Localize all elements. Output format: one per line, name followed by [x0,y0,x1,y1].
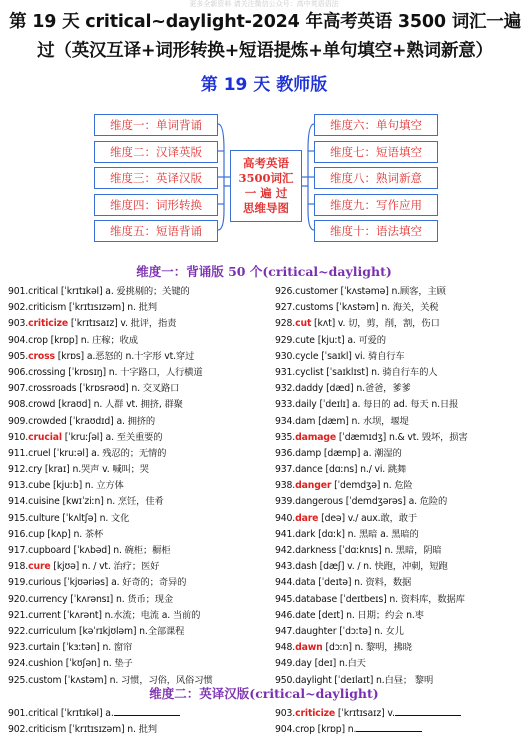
vocab-word: cycle [295,350,319,362]
vocab-word: crossroads [28,383,77,395]
mindmap-center-line-4: 思维导图 [243,201,289,215]
vocab-definition: n. 碗柜；橱柜 [110,545,171,556]
vocab-phonetic: [dɑːk] [315,528,345,540]
vocab-item [275,624,528,640]
vocab-word: crop [28,334,48,346]
vocab-number: 921. [8,609,29,621]
vocab-definition: n.哭声 v. 喊叫；哭 [69,464,149,476]
vocab-word: crucial [28,431,62,443]
vocab-phonetic: [ˈkʌstəm] [333,302,379,314]
vocab-word: day [295,658,312,670]
vocab-item [8,397,270,413]
vocab-word: daughter [295,625,337,637]
vocab-definition: n. 交叉路口 [128,383,180,395]
vocab-word: cry [28,464,43,476]
vocab-item [8,365,270,381]
vocab-phonetic: [kraʊd] [55,399,91,411]
vocab-phonetic: [ˈsaɪkl] [318,350,352,362]
vocab-number: 918. [8,561,29,573]
vocab-definition: v. 切，剪，削，割，伤口 [335,318,440,330]
vocab-definition: n.白昼； 黎明 [373,674,434,686]
mindmap-right-5: 维度十：语法填空 [314,220,438,242]
vocab-item [275,381,528,397]
vocab-word: crossing [28,366,66,378]
mindmap-right-2: 维度七：短语填空 [314,141,438,163]
vocab-word: database [295,593,338,605]
vocab-item [275,706,528,722]
vocab-word: cross [28,350,55,362]
vocab-definition: a. 可爱的 [344,334,386,346]
vocab-number: 929. [275,334,296,346]
vocab-definition: n. 黎明，拂晓 [351,642,412,654]
vocab-definition: a. 潮湿的 [360,447,402,459]
vocab-phonetic: [ˈkʊʃən] [62,658,101,670]
mindmap-center-line-2: 3500词汇 [238,171,294,185]
vocab-word: cupboard [28,545,71,556]
vocab-number: 903. [275,708,296,719]
vocab-definition: n.顾客，主顾 [388,286,446,297]
vocab-phonetic: [deɪ] [311,658,337,670]
vocab-item [275,284,528,300]
vocab-phonetic: [kəˈrɪkjʊləm] [76,625,137,637]
vocab-word: crowd [28,399,56,411]
vocab-item [275,316,528,332]
mindmap-right-4: 维度九：写作应用 [314,194,438,216]
connector-left-bottom [218,186,224,230]
mindmap-center-line-1: 高考英语 [243,156,289,170]
vocab-definition: n. 垫子 [100,658,133,670]
vocab-definition: a.恶怒的 n.十字形 vt.穿过 [84,350,195,362]
vocab-definition: n. 立方体 [82,480,124,492]
vocab-number: 945. [275,593,296,605]
vocab-word: criticize [295,708,336,719]
section-2-right-column [275,706,528,738]
vocab-number: 941. [275,528,296,540]
mindmap-left-3: 维度三：英译汉版 [94,167,218,189]
vocab-definition: n. 黑暗，阴暗 [381,545,442,556]
day-heading: 第 19 天 教师版 [200,75,328,95]
vocab-definition: n. 资料，数据 [351,577,412,589]
section-2-left-column [8,706,270,738]
vocab-number: 922. [8,625,29,637]
vocab-number: 935. [275,431,296,443]
title-line-2: 过（英汉互译+词形转换+短语提炼+单句填空+熟词新意） [37,41,493,61]
title-line-1: 第 19 天 critical~daylight-2024 年高考英语 3500 词汇一遍 [9,12,521,32]
vocab-number: 948. [275,642,296,654]
vocab-number: 902. [8,724,29,736]
vocab-definition: n. 烹饪，佳肴 [103,496,164,508]
vocab-phonetic: [dæmp] [321,447,361,459]
vocab-number: 927. [275,302,296,314]
vocab-number: 904. [8,334,29,346]
vocab-word: cute [295,334,315,346]
answer-blank[interactable] [356,722,422,732]
vocab-word: daily [295,399,317,411]
vocab-item [8,349,270,365]
mindmap-left-1: 维度一：单词背诵 [94,114,218,136]
mindmap-left-5: 维度五：短语背诵 [94,220,218,242]
vocab-phonetic: [kjuːt] [314,334,345,346]
vocab-item [275,608,528,624]
mindmap-right-3: 维度八：熟词新意 [314,167,438,189]
vocab-definition: n.白天 [336,658,366,670]
vocab-number: 909. [8,415,29,427]
vocab-definition: n. 黑暗 a. 黑暗的 [344,528,419,540]
vocab-number: 932. [275,383,296,395]
vocab-definition: n. 庄稼；收成 [78,334,138,346]
vocab-phonetic: [kʌt] [311,318,336,330]
vocab-item [8,316,270,332]
mindmap-right-1: 维度六：单句填空 [314,114,438,136]
vocab-item [275,414,528,430]
vocab-number: 904. [275,724,296,736]
vocab-phonetic: [ˈdeɪlaɪt] [331,674,374,686]
vocab-phonetic: [ˈkrɪtɪkəl] [58,286,103,297]
vocab-number: 930. [275,350,296,362]
vocab-number: 906. [8,366,29,378]
vocab-item [275,462,528,478]
vocab-definition: n. 海关，关税 [378,302,439,314]
vocab-phonetic: [dɑːns] [322,464,358,476]
vocab-word: cushion [28,658,63,670]
vocab-definition: n. 骑自行车的人 [368,366,438,378]
answer-blank[interactable] [395,706,461,716]
vocab-item [8,414,270,430]
vocab-phonetic: [ˈdemdʒərəs] [342,496,406,508]
vocab-definition: vi. 骑自行车 [351,350,405,362]
vocab-phonetic: [ˈkraʊdɪd] [66,415,117,427]
vocab-phonetic: [deə] [318,512,345,524]
vocab-item [275,722,528,738]
vocab-phonetic: [krɒp] [314,724,345,736]
vocab-phonetic: [ˈdeɪlɪ] [316,399,350,411]
vocab-definition: v. / n. 快跑，冲刺，短跑 [344,561,448,573]
vocab-word: current [28,609,61,621]
vocab-definition: n.爸爸，爹爹 [353,383,411,395]
vocab-number: 920. [8,593,29,605]
vocab-phonetic: [ˈsaɪklɪst] [323,366,369,378]
vocab-number: 919. [8,577,29,589]
vocab-word: custom [28,674,62,686]
vocab-phonetic: [ˈkruːʃəl] [61,431,103,443]
vocab-phonetic: [ˈkʌstəmə] [337,286,389,297]
vocab-number: 912. [8,464,29,476]
vocab-phonetic: [ˈkrɒsɪŋ] [65,366,106,378]
vocab-item [8,608,270,624]
vocab-number: 901. [8,286,29,297]
vocab-definition: a. 残忍的；无情的 [88,447,167,459]
vocab-number: 947. [275,625,296,637]
vocab-number: 903. [8,318,29,330]
vocab-word: dare [295,512,319,524]
vocab-word: currency [28,593,68,605]
vocab-phonetic: [ˈkrɒsrəʊd] [76,383,129,395]
vocab-word: culture [28,512,60,524]
vocab-definition: n.水流；电流 a. 当前的 [101,609,201,621]
vocab-phonetic: [kjʊə] [50,561,80,573]
vocab-number: 940. [275,512,296,524]
top-banner: 更多全新资料 请关注微信公众号：高中英语语法 [189,0,339,8]
vocab-number: 905. [8,350,29,362]
vocab-item [8,300,270,316]
vocab-word: danger [295,480,332,492]
mindmap-center-line-3: 一 遍 过 [244,186,288,200]
vocab-word: crop [295,724,315,736]
vocab-word: curriculum [28,625,77,637]
vocab-number: 923. [8,642,29,654]
vocab-phonetic: [ˈkjʊəriəs] [60,577,109,589]
vocab-item [275,349,528,365]
vocab-word: criticize [28,318,69,330]
vocab-item [275,397,528,413]
vocab-number: 937. [275,464,296,476]
vocab-item [275,559,528,575]
vocab-word: cyclist [295,366,324,378]
vocab-definition: n. 水坝，堰堤 [348,415,409,427]
vocab-item [8,446,270,462]
vocab-word: customer [295,286,338,297]
answer-blank[interactable] [114,706,180,716]
vocab-number: 942. [275,545,296,556]
vocab-item [275,478,528,494]
vocab-word: dangerous [295,496,343,508]
vocab-item [8,656,270,672]
vocab-phonetic: [ˈdæmɪdʒ] [336,431,387,443]
vocab-number: 917. [8,545,29,556]
vocab-item [8,543,270,559]
vocab-definition: n.全部课程 [136,625,185,637]
vocab-word: damage [295,431,337,443]
vocab-word: customs [295,302,334,314]
vocab-item [8,284,270,300]
vocab-word: date [295,609,316,621]
vocab-item [275,494,528,510]
section-1-right-column [275,284,528,689]
vocab-phonetic: [ˈdɔːtə] [336,625,372,637]
vocab-phonetic: [ˈkʌrənsɪ] [67,593,114,605]
vocab-word: cup [28,528,45,540]
vocab-word: criticism [28,724,67,736]
vocab-word: cruel [28,447,51,459]
vocab-word: damp [295,447,322,459]
vocab-item [8,462,270,478]
vocab-phonetic: [ˈkɜːtən] [59,642,100,654]
vocab-definition: n. 日期；约会 n.枣 [343,609,424,621]
vocab-definition: n. 窗帘 [99,642,133,654]
vocab-word: cuisine [28,496,60,508]
vocab-word: crowded [28,415,67,427]
vocab-phonetic: [ˈkʌstəm] [61,674,107,686]
vocab-definition: n. 资料库，数据库 [386,593,465,605]
vocab-phonetic: [kʌp] [44,528,71,540]
vocab-phonetic: [kraɪ] [42,464,70,476]
vocab-phonetic: [ˈdeɪtə] [315,577,352,589]
vocab-word: curtain [28,642,60,654]
vocab-definition: a. 至关重要的 [102,431,163,443]
vocab-definition: v. 批评，指责 [120,318,177,330]
vocab-number: 902. [8,302,29,314]
vocab-number: 924. [8,658,29,670]
vocab-definition: n. 文化 [96,512,130,524]
vocab-definition: n. 批判 [127,302,157,314]
vocab-phonetic: [kjuːb] [50,480,83,492]
vocab-number: 934. [275,415,296,427]
vocab-word: cure [28,561,51,573]
vocab-definition: n. 批判 [127,724,157,736]
vocab-phonetic: [ˈkʌrənt] [60,609,102,621]
vocab-number: 936. [275,447,296,459]
vocab-word: data [295,577,316,589]
vocab-phonetic: [krɒp] [47,334,78,346]
vocab-word: dash [295,561,317,573]
vocab-item [275,656,528,672]
vocab-definition: n.& vt. 毁坏，损害 [386,431,468,443]
vocab-word: dam [295,415,316,427]
vocab-number: 949. [275,658,296,670]
vocab-item [8,527,270,543]
vocab-definition: n. 人群 vt. 拥挤, 群聚 [90,399,183,411]
vocab-phonetic: [dæʃ] [316,561,345,573]
vocab-number: 943. [275,561,296,573]
vocab-item [8,333,270,349]
vocab-definition: a. 拥挤的 [116,415,156,427]
vocab-phonetic: [dɔːn] [322,642,352,654]
vocab-definition: v./ aux.敢，敢于 [344,512,418,524]
vocab-item [275,430,528,446]
vocab-definition: n. 女儿 [371,625,404,637]
vocab-word: critical [28,708,59,719]
vocab-definition: a. 每日的 ad. 每天 n.日报 [349,399,459,411]
vocab-number: 911. [8,447,29,459]
vocab-word: dark [295,528,316,540]
vocab-number: 950. [275,674,296,686]
mindmap-left-2: 维度二：汉译英版 [94,141,218,163]
vocab-number: 925. [8,674,29,686]
vocab-item [275,446,528,462]
vocab-item [8,592,270,608]
vocab-definition: a. 好奇的；奇异的 [108,577,187,589]
mindmap-center [230,150,302,222]
vocab-phonetic: [kwɪˈziːn] [59,496,104,508]
vocab-number: 933. [275,399,296,411]
vocab-phonetic: [ˈkrɪtɪsaɪz] [68,318,121,330]
vocab-word: criticism [28,302,67,314]
vocab-phonetic: [ˈkrɪtɪkəl] [58,708,103,719]
vocab-phonetic: [ˈdɑːknɪs] [336,545,382,556]
vocab-item [275,543,528,559]
vocab-definition: n. 货币；现金 [113,593,174,605]
vocab-item [8,640,270,656]
vocab-word: curious [28,577,61,589]
vocab-number: 926. [275,286,296,297]
vocab-item [8,559,270,575]
vocab-number: 938. [275,480,296,492]
vocab-number: 931. [275,366,296,378]
vocab-item [8,494,270,510]
vocab-pos: n. [345,724,357,736]
vocab-definition: n. 茶杯 [70,528,104,540]
vocab-phonetic: [ˈkrɪtɪsaɪz] [335,708,385,719]
vocab-word: darkness [295,545,337,556]
vocab-item [275,527,528,543]
vocab-number: 944. [275,577,296,589]
vocab-number: 910. [8,431,29,443]
vocab-phonetic: [ˈkrɪtɪsɪzəm] [66,302,128,314]
vocab-word: cube [28,480,51,492]
vocab-phonetic: [ˈkʌltʃə] [59,512,97,524]
vocab-number: 915. [8,512,29,524]
vocab-definition: n. 危险 [380,480,413,492]
vocab-item [275,640,528,656]
vocab-pos: v. [384,708,395,719]
vocab-number: 914. [8,496,29,508]
vocab-item [275,333,528,349]
vocab-number: 901. [8,708,29,719]
vocab-word: critical [28,286,59,297]
vocab-definition: n. 习惯，习俗，风俗习惯 [106,674,213,686]
vocab-phonetic: [ˈkrɪtɪsɪzəm] [66,724,128,736]
mindmap-left-4: 维度四：词形转换 [94,194,218,216]
vocab-number: 916. [8,528,29,540]
vocab-number: 907. [8,383,29,395]
vocab-word: cut [295,318,312,330]
vocab-item [8,381,270,397]
vocab-word: dawn [295,642,323,654]
vocab-phonetic: [ˈdemdʒə] [331,480,381,492]
vocab-number: 908. [8,399,29,411]
vocab-item [8,722,270,738]
vocab-item [8,511,270,527]
vocab-phonetic: [ˈdeɪtbeɪs] [337,593,387,605]
vocab-phonetic: [deɪt] [315,609,344,621]
vocab-item [8,430,270,446]
vocab-item [8,575,270,591]
section-2-heading: 维度二：英译汉版(critical~daylight) [149,686,379,701]
vocab-definition: a. 爱挑剔的；关键的 [102,286,190,297]
vocab-number: 928. [275,318,296,330]
vocab-item [8,478,270,494]
vocab-item [275,511,528,527]
vocab-phonetic: [ˈkruːəl] [50,447,89,459]
vocab-phonetic: [krɒs] [54,350,85,362]
vocab-item [275,575,528,591]
vocab-definition: n. / vt. 治疗；医好 [79,561,160,573]
vocab-definition: n./ vi. 跳舞 [357,464,407,476]
vocab-phonetic: [dæd] [323,383,354,395]
vocab-word: daddy [295,383,324,395]
section-1-left-column [8,284,270,689]
vocab-item [8,706,270,722]
vocab-number: 939. [275,496,296,508]
vocab-word: dance [295,464,323,476]
vocab-definition: a. 危险的 [405,496,448,508]
vocab-phonetic: [ˈkʌbəd] [70,545,111,556]
vocab-definition: n. 十字路口，人行横道 [105,366,203,378]
vocab-item [8,624,270,640]
vocab-number: 946. [275,609,296,621]
vocab-pos: a. [102,708,114,719]
section-1-heading: 维度一：背诵版 50 个(critical~daylight) [136,264,392,279]
vocab-item [275,365,528,381]
vocab-word: daylight [295,674,332,686]
vocab-item [275,300,528,316]
vocab-phonetic: [dæm] [315,415,349,427]
vocab-number: 913. [8,480,29,492]
vocab-item [275,592,528,608]
